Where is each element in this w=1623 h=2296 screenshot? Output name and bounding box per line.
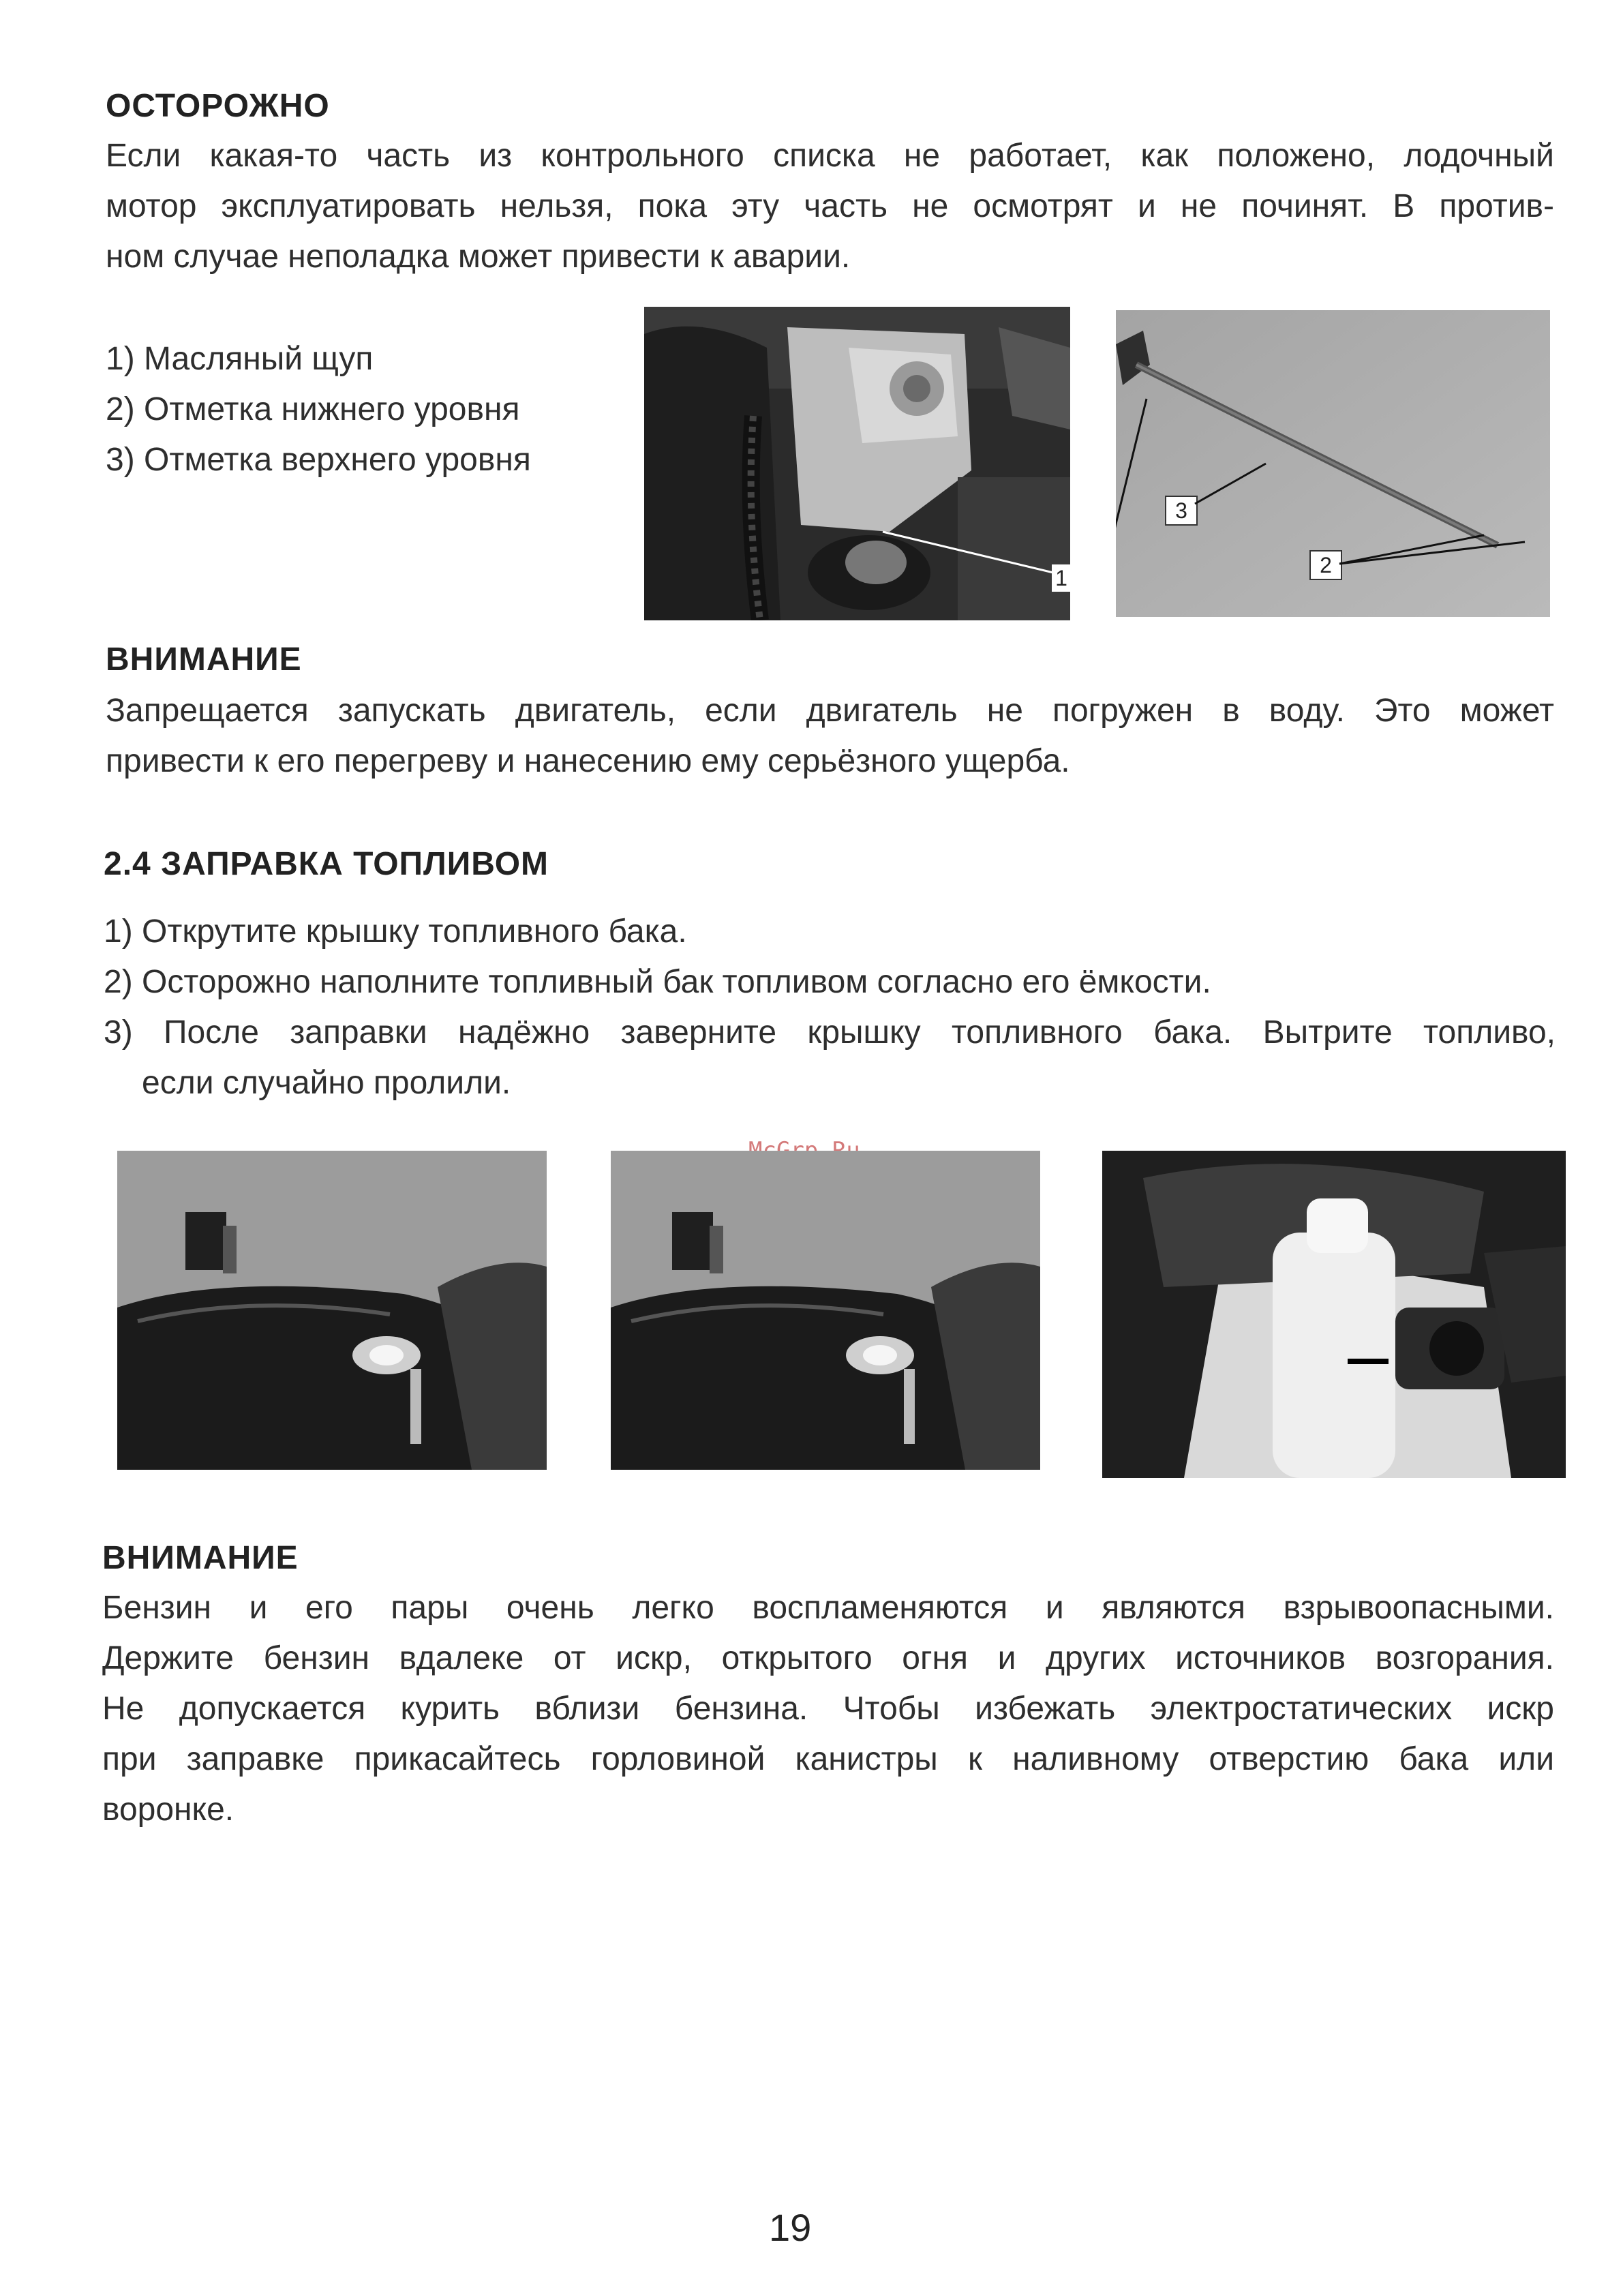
legend-item: 1) Масляный щуп: [106, 341, 374, 377]
attention-title-2: ВНИМАНИЕ: [102, 1540, 299, 1576]
attention-line: привести к его перегреву и нанесению ему серьёзного ущерба.: [106, 743, 1070, 779]
warning-line: мотор эксплуатировать нельзя, пока эту часть не осмотрят и не починят. В против-: [106, 188, 1554, 224]
attention-line: Запрещается запускать двигатель, если двигатель не погружен в воду. Это может: [106, 693, 1554, 729]
page-number: 19: [769, 2206, 812, 2249]
legend-item: 2) Отметка нижнего уровня: [106, 391, 520, 427]
warning-text: [106, 131, 1554, 282]
attention-line: Держите бензин вдалеке от искр, открытого огня и других источников возгорания.: [102, 1640, 1554, 1676]
warning-line: Если какая-то часть из контрольного списка не работает, как положено, лодочный: [106, 138, 1554, 174]
dipstick-closeup-photo: [1116, 310, 1550, 617]
attention-line: Не допускается курить вблизи бензина. Чтобы избежать электростатических искр: [102, 1691, 1554, 1727]
step-item: 1) Открутите крышку топливного бака.: [104, 913, 687, 950]
fuel-cap-photo-2: [611, 1151, 1040, 1470]
warning-line: ном случае неполадка может привести к аварии.: [106, 239, 851, 275]
attention-text-2: [102, 1583, 1554, 1835]
callout-2: 2: [1309, 550, 1342, 580]
fueling-steps: [104, 907, 1556, 1108]
attention-title: ВНИМАНИЕ: [106, 641, 302, 678]
callout-3: 3: [1165, 496, 1198, 526]
legend-item: 3) Отметка верхнего уровня: [106, 442, 531, 478]
dipstick-legend: [106, 334, 531, 485]
warning-title: ОСТОРОЖНО: [106, 88, 330, 124]
callout-1: 1: [1052, 564, 1070, 592]
engine-dipstick-photo: [644, 307, 1070, 620]
attention-line: воронке.: [102, 1792, 234, 1828]
fuel-tank-photo: [1102, 1151, 1566, 1478]
attention-line: Бензин и его пары очень легко воспламеняются и являются взрывоопасными.: [102, 1590, 1554, 1626]
step-item: 2) Осторожно наполните топливный бак топливом согласно его ёмкости.: [104, 964, 1211, 1000]
attention-line: при заправке прикасайтесь горловиной канистры к наливному отверстию бака или: [102, 1741, 1554, 1777]
step-item: если случайно пролили.: [142, 1065, 511, 1101]
attention-text: [106, 686, 1554, 787]
fuel-cap-photo-1: [117, 1151, 547, 1470]
section-title: 2.4 ЗАПРАВКА ТОПЛИВОМ: [104, 846, 549, 882]
step-item: 3) После заправки надёжно заверните крышку топливного бака. Вытрите топливо,: [104, 1014, 1556, 1051]
